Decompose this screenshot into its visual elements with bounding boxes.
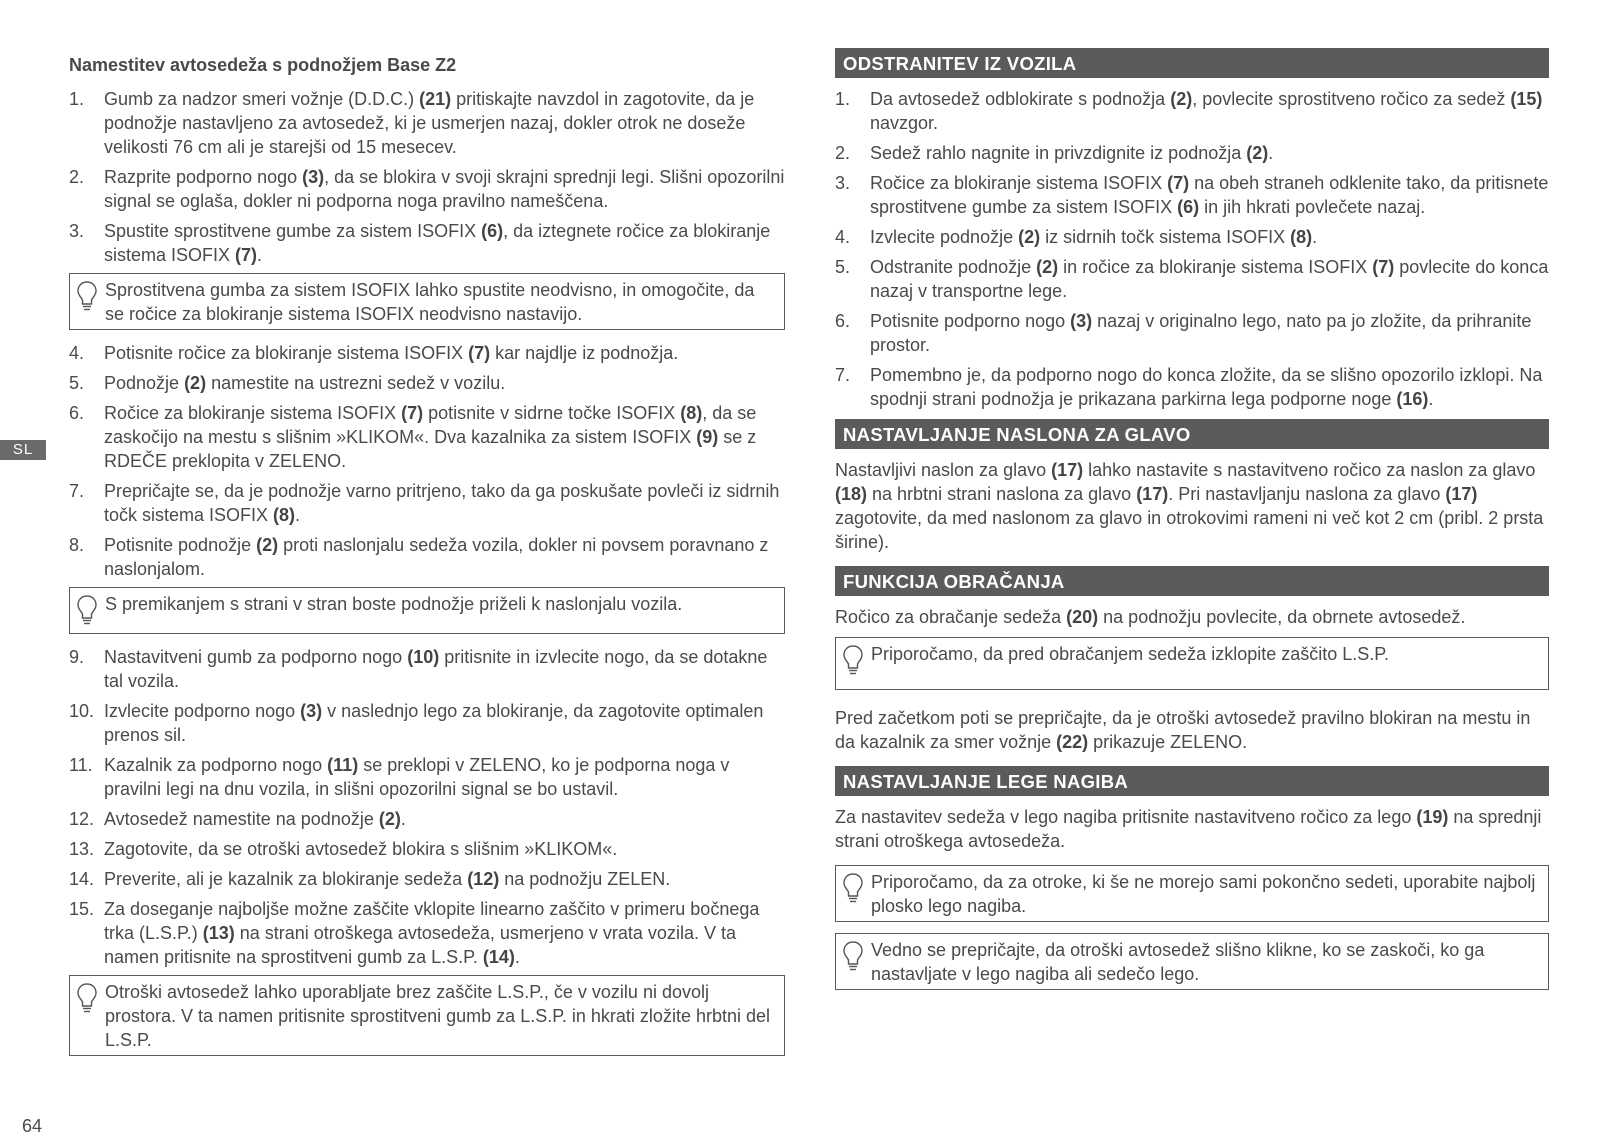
- list-item-text: Potisnite podporno nogo (3) nazaj v originalno lego, nato pa jo zložite, da prihranite prostor.: [870, 311, 1532, 355]
- lightbulb-icon: [76, 594, 98, 626]
- list-item-number: 8.: [69, 535, 85, 555]
- list-item-number: 2.: [69, 167, 85, 187]
- list-item-text: Da avtosedež odblokirate s podnožja (2), povlecite sprostitveno ročico za sedež (15) navzgor.: [870, 89, 1543, 133]
- list-item: [69, 165, 785, 213]
- tip-text: Vedno se prepričajte, da otroški avtosedež slišno klikne, ko se zaskoči, ko ga nastavljate v lego nagiba ali sedečo lego.: [871, 940, 1485, 984]
- list-item-text: Razprite podporno nogo (3), da se blokira v svoji skrajni sprednji legi. Slišni opozorilni signal se oglaša, dokler ni podporna noga pravilno nameščena.: [104, 167, 785, 211]
- lightbulb-icon: [76, 982, 98, 1014]
- list-item-text: Potisnite ročice za blokiranje sistema ISOFIX (7) kar najdlje iz podnožja.: [104, 343, 679, 363]
- steps-list-a: [69, 87, 785, 267]
- list-item: [69, 807, 785, 831]
- section-bar-headrest: NASTAVLJANJE NASLONA ZA GLAVO: [835, 419, 1549, 449]
- language-tab: SL: [0, 440, 46, 460]
- section-heading-installation: Namestitev avtosedeža s podnožjem Base Z2: [69, 55, 457, 75]
- list-item: [69, 533, 785, 581]
- list-item: [69, 479, 785, 527]
- list-item-number: 15.: [69, 899, 95, 919]
- list-item-text: Preverite, ali je kazalnik za blokiranje sedeža (12) na podnožju ZELEN.: [104, 869, 671, 889]
- list-item: [69, 867, 785, 891]
- tip-text: Sprostitvena gumba za sistem ISOFIX lahko spustite neodvisno, in omogočite, da se ročice za blokiranje sistema ISOFIX neodvisno nastavijo.: [105, 280, 755, 324]
- list-item-number: 5.: [69, 373, 85, 393]
- list-item: [69, 371, 785, 395]
- list-item-number: 9.: [69, 647, 85, 667]
- list-item-number: 2.: [835, 143, 851, 163]
- list-item: [69, 341, 785, 365]
- list-item-number: 3.: [835, 173, 851, 193]
- list-item-number: 11.: [69, 755, 93, 775]
- list-item-text: Zagotovite, da se otroški avtosedež blokira s slišnim »KLIKOM«.: [104, 839, 618, 859]
- list-item-text: Prepričajte se, da je podnožje varno pritrjeno, tako da ga poskušate povleči iz sidrnih točk sistema ISOFIX (8).: [104, 481, 780, 525]
- list-item-text: Ročice za blokiranje sistema ISOFIX (7) potisnite v sidrne točke ISOFIX (8), da se zaskočijo na mestu s slišnim »KLIKOM«. Dva kazalnika za sistem ISOFIX (9) se z RDEČE preklopita v ZELENO.: [104, 403, 757, 471]
- list-item: [835, 225, 1549, 249]
- list-item: [69, 645, 785, 693]
- section-bar-rotation: FUNKCIJA OBRAČANJA: [835, 566, 1549, 596]
- tip-box: [69, 975, 785, 1056]
- removal-steps-list: [835, 87, 1549, 411]
- rotation-note-paragraph: Pred začetkom poti se prepričajte, da je otroški avtosedež pravilno blokiran na mestu in da kazalnik za smer vožnje (22) prikazuje ZELENO.: [835, 708, 1531, 752]
- list-item-number: 1.: [69, 89, 85, 109]
- list-item: [69, 897, 785, 969]
- list-item-text: Ročice za blokiranje sistema ISOFIX (7) na obeh straneh odklenite tako, da pritisnete sprostitvene gumbe za sistem ISOFIX (6) in jih hkrati povlečete nazaj.: [870, 173, 1549, 217]
- list-item-text: Odstranite podnožje (2) in ročice za blokiranje sistema ISOFIX (7) povlecite do konca nazaj v transportne lege.: [870, 257, 1549, 301]
- list-item: [835, 309, 1549, 357]
- tip-text: Priporočamo, da za otroke, ki še ne morejo sami pokončno sedeti, uporabite najbolj plosko lego nagiba.: [871, 872, 1536, 916]
- list-item: [69, 699, 785, 747]
- list-item-text: Sedež rahlo nagnite in privzdignite iz podnožja (2).: [870, 143, 1274, 163]
- list-item-text: Spustite sprostitvene gumbe za sistem ISOFIX (6), da iztegnete ročice za blokiranje sistema ISOFIX (7).: [104, 221, 771, 265]
- list-item-text: Za doseganje najboljše možne zaščite vklopite linearno zaščito v primeru bočnega trka (L.S.P.) (13) na strani otroškega avtosedeža, usmerjeno v vrata vozila. V ta namen pritisnite na sprostitveni gumb za L.S.P. (14).: [104, 899, 760, 967]
- tip-text: S premikanjem s strani v stran boste podnožje priželi k naslonjalu vozila.: [105, 594, 683, 614]
- list-item: [69, 219, 785, 267]
- list-item: [69, 401, 785, 473]
- list-item-text: Podnožje (2) namestite na ustrezni sedež v vozilu.: [104, 373, 506, 393]
- list-item-text: Nastavitveni gumb za podporno nogo (10) pritisnite in izvlecite nogo, da se dotakne tal vozila.: [104, 647, 768, 691]
- section-bar-recline: NASTAVLJANJE LEGE NAGIBA: [835, 766, 1549, 796]
- steps-list-c: [69, 645, 785, 969]
- list-item-number: 5.: [835, 257, 851, 277]
- list-item: [835, 171, 1549, 219]
- list-item-number: 1.: [835, 89, 851, 109]
- steps-list-b: [69, 341, 785, 581]
- list-item-text: Avtosedež namestite na podnožje (2).: [104, 809, 406, 829]
- list-item-number: 4.: [835, 227, 851, 247]
- tip-text: Priporočamo, da pred obračanjem sedeža izklopite zaščito L.S.P.: [871, 644, 1389, 664]
- list-item-number: 7.: [835, 365, 851, 385]
- list-item-number: 12.: [69, 809, 95, 829]
- list-item-text: Kazalnik za podporno nogo (11) se preklopi v ZELENO, ko je podporna noga v pravilni legi na dnu vozila, in slišni opozorilni signal se bo ustavil.: [104, 755, 730, 799]
- list-item-text: Izvlecite podnožje (2) iz sidrnih točk sistema ISOFIX (8).: [870, 227, 1318, 247]
- list-item-number: 4.: [69, 343, 85, 363]
- recline-paragraph: Za nastavitev sedeža v lego nagiba pritisnite nastavitveno ročico za lego (19) na sprednji strani otroškega avtosedeža.: [835, 807, 1542, 851]
- list-item: [69, 753, 785, 801]
- page-number: 64: [22, 1116, 43, 1136]
- list-item-number: 10.: [69, 701, 95, 721]
- lightbulb-icon: [842, 872, 864, 904]
- list-item-number: 7.: [69, 481, 85, 501]
- left-column: [69, 48, 785, 1067]
- list-item: [69, 837, 785, 861]
- list-item-number: 6.: [69, 403, 85, 423]
- list-item-number: 14.: [69, 869, 95, 889]
- list-item: [835, 141, 1549, 165]
- tip-text: Otroški avtosedež lahko uporabljate brez zaščite L.S.P., če v vozilu ni dovolj prostora. V ta namen pritisnite sprostitveni gumb za L.S.P. in hkrati zložite hrbtni del L.S.P.: [105, 982, 770, 1050]
- list-item-text: Izvlecite podporno nogo (3) v naslednjo lego za blokiranje, da zagotovite optimalen prenos sil.: [104, 701, 764, 745]
- tip-box: [69, 273, 785, 330]
- tip-box: [835, 637, 1549, 690]
- rotation-paragraph: Ročico za obračanje sedeža (20) na podnožju povlecite, da obrnete avtosedež.: [835, 607, 1466, 627]
- list-item: [835, 255, 1549, 303]
- section-bar-removal: ODSTRANITEV IZ VOZILA: [835, 48, 1549, 78]
- tip-box: [69, 587, 785, 634]
- headrest-paragraph: Nastavljivi naslon za glavo (17) lahko nastavite s nastavitveno ročico za naslon za glavo (18) na hrbtni strani naslona za glavo (17). Pri nastavljanju naslona za glavo (17) zagotovite, da med naslonom za glavo in otrokovimi rameni ni več kot 2 cm (pribl. 2 prsta širine).: [835, 460, 1544, 552]
- list-item-text: Potisnite podnožje (2) proti naslonjalu sedeža vozila, dokler ni povsem poravnano z naslonjalom.: [104, 535, 769, 579]
- lightbulb-icon: [842, 940, 864, 972]
- lightbulb-icon: [842, 644, 864, 676]
- list-item-number: 6.: [835, 311, 851, 331]
- tip-box: [835, 933, 1549, 990]
- right-column: [835, 48, 1549, 1001]
- list-item-text: Gumb za nadzor smeri vožnje (D.D.C.) (21) pritiskajte navzdol in zagotovite, da je podnožje nastavljeno za avtosedež, ki je usmerjen nazaj, dokler otrok ne doseže velikosti 76 cm ali je starejši od 15 mesecev.: [104, 89, 755, 157]
- list-item: [835, 363, 1549, 411]
- list-item-number: 3.: [69, 221, 85, 241]
- list-item: [69, 87, 785, 159]
- list-item-number: 13.: [69, 839, 95, 859]
- tip-box: [835, 865, 1549, 922]
- list-item-text: Pomembno je, da podporno nogo do konca zložite, da se slišno opozorilo izklopi. Na spodnji strani podnožja je prikazana parkirna lega podporne noge (16).: [870, 365, 1543, 409]
- list-item: [835, 87, 1549, 135]
- lightbulb-icon: [76, 280, 98, 312]
